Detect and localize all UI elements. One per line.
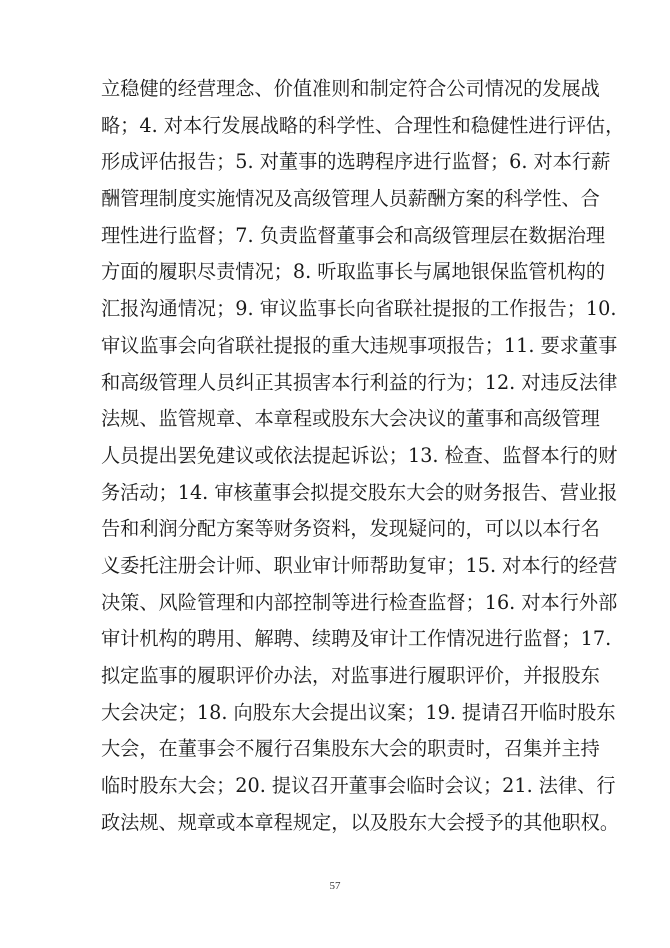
text-line: 审计机构的聘用、解聘、续聘及审计工作情况进行监督；17. <box>101 627 612 651</box>
text-line: 方面的履职尽责情况；8. 听取监事长与属地银保监管机构的 <box>101 260 606 284</box>
text-line: 义委托注册会计师、职业审计师帮助复审；15. 对本行的经营 <box>101 553 618 577</box>
text-line: 和高级管理人员纠正其损害本行利益的行为；12. 对违反法律 <box>101 370 618 394</box>
text-line: 略；4. 对本行发展战略的科学性、合理性和稳健性进行评估， <box>101 113 625 137</box>
text-line: 政法规、规章或本章程规定，以及股东大会授予的其他职权。 <box>101 810 620 834</box>
text-line: 决策、风险管理和内部控制等进行检查监督；16. 对本行外部 <box>101 590 618 614</box>
text-line: 法规、监管规章、本章程或股东大会决议的董事和高级管理 <box>101 407 600 431</box>
text-line: 务活动；14. 审核董事会拟提交股东大会的财务报告、营业报 <box>101 480 618 504</box>
text-line: 汇报沟通情况；9. 审议监事长向省联社提报的工作报告；10. <box>101 297 617 321</box>
text-line: 告和利润分配方案等财务资料，发现疑问的，可以以本行名 <box>101 517 600 541</box>
page-number: 57 <box>329 880 341 892</box>
text-line: 大会决定；18. 向股东大会提出议案；19. 提请召开临时股东 <box>101 700 616 724</box>
text-line: 拟定监事的履职评价办法，对监事进行履职评价，并报股东 <box>101 664 600 687</box>
text-line: 审议监事会向省联社提报的重大违规事项报告；11. 要求董事 <box>101 333 618 357</box>
text-line: 大会，在董事会不履行召集股东大会的职责时，召集并主持 <box>101 737 600 761</box>
body-text <box>101 71 625 841</box>
text-line: 人员提出罢免建议或依法提起诉讼；13. 检查、监督本行的财 <box>101 443 618 467</box>
text-line: 形成评估报告；5. 对董事的选聘程序进行监督；6. 对本行薪 <box>101 150 611 174</box>
text-line: 临时股东大会；20. 提议召开董事会临时会议；21. 法律、行 <box>101 774 616 798</box>
text-line: 立稳健的经营理念、价值准则和制定符合公司情况的发展战 <box>101 77 600 100</box>
text-line: 酬管理制度实施情况及高级管理人员薪酬方案的科学性、合 <box>101 187 600 211</box>
text-line: 理性进行监督；7. 负责监督董事会和高级管理层在数据治理 <box>101 223 606 247</box>
